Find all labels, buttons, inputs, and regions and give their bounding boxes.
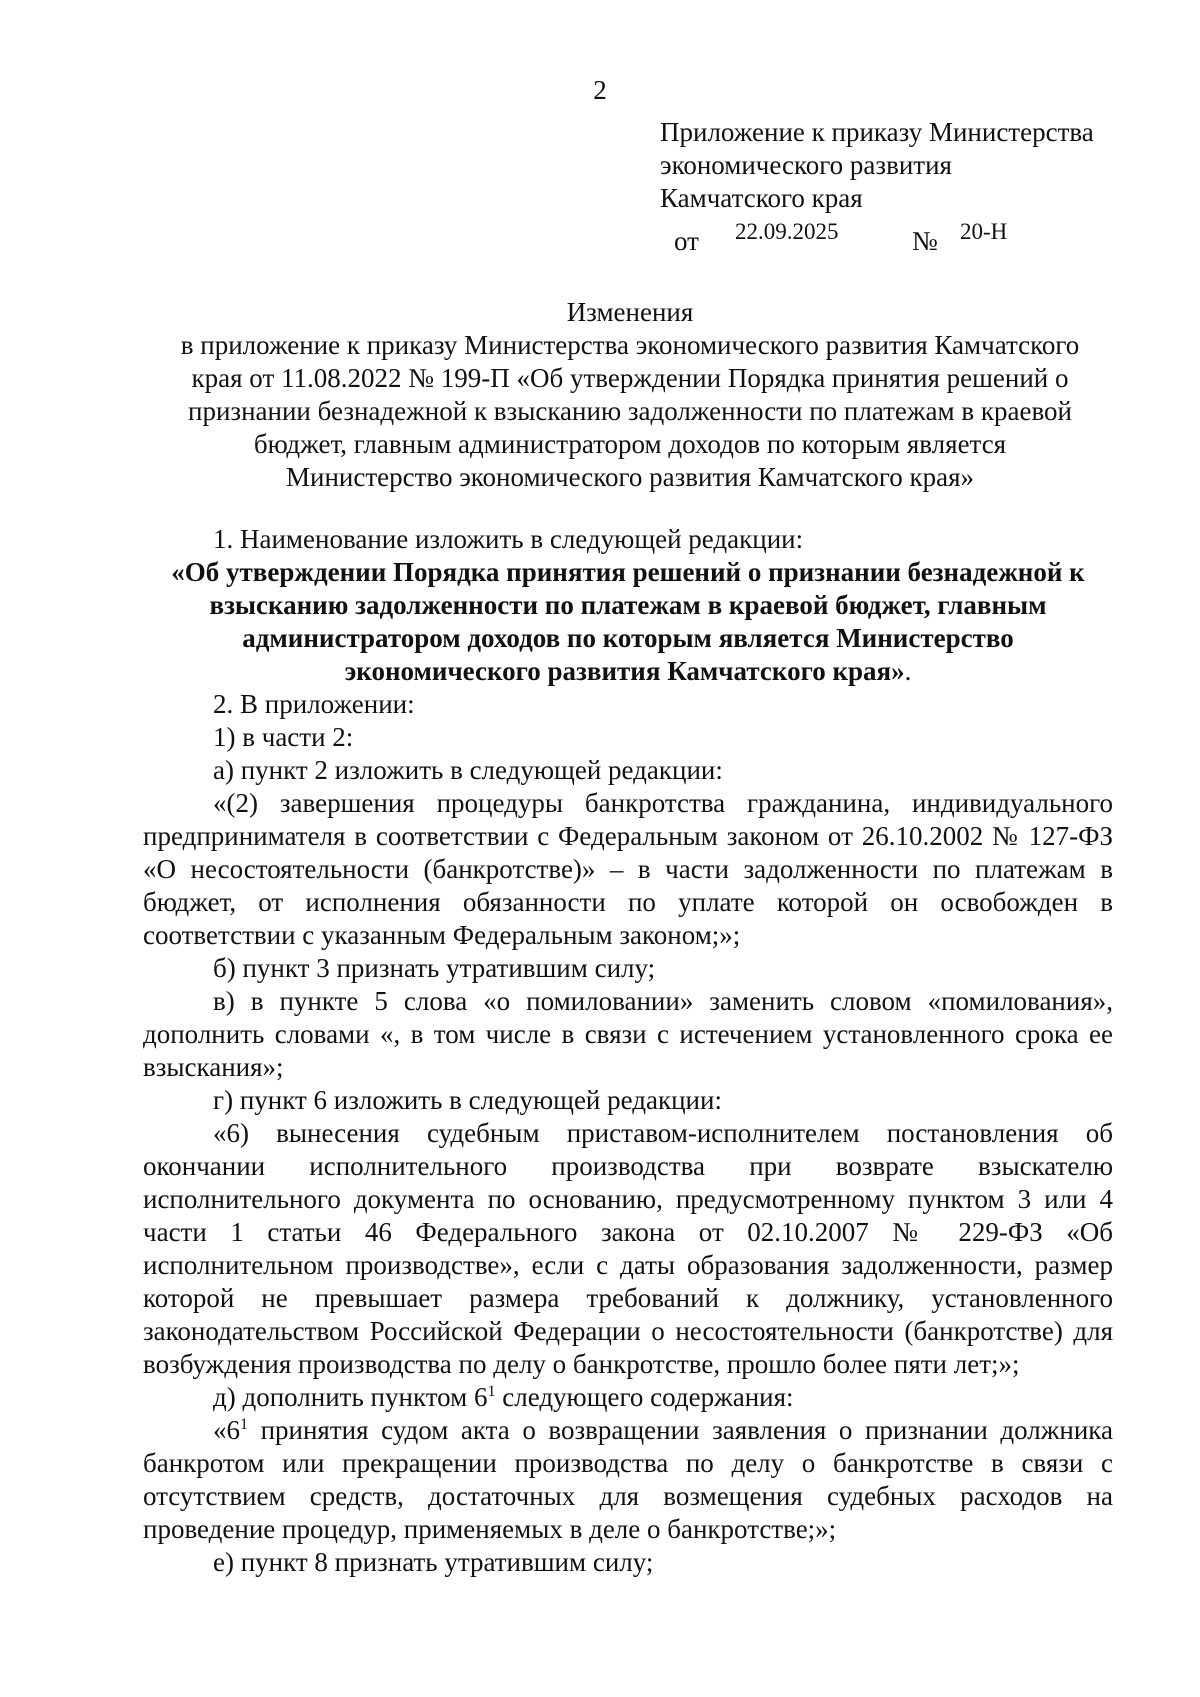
new-title-line: взысканию задолженности по платежам в краевой бюджет, главным — [209, 590, 1047, 620]
heading-title: Изменения — [566, 297, 694, 327]
from-label: от — [674, 226, 699, 256]
superscript: 1 — [487, 1383, 496, 1400]
superscript: 1 — [240, 1416, 248, 1433]
quote-point-2: «(2) завершения процедуры банкротства гражданина, индивидуального предпринимателя в соответствии с Федеральным законом от 26.10.2002 № 127-ФЗ «О несостоятельности (банкротстве)» – в части задолженности по платежам в бюджет, от исполнения обязанности по уплате которой он освобожден в соответствии с указанным Федеральным законом;»; — [143, 788, 1113, 950]
number-label: № — [912, 226, 938, 256]
order-date-number — [660, 215, 1160, 255]
appendix-header — [660, 116, 1160, 255]
new-title-text — [143, 556, 1113, 688]
order-number: 20-Н — [960, 219, 1008, 244]
new-title-line: администратором доходов по которым является Министерство — [242, 623, 1014, 653]
heading-line: в приложение к приказу Министерства экономического развития Камчатского — [180, 330, 1080, 360]
quote-point-6: «6) вынесения судебным приставом-исполнителем постановления об окончании исполнительного производства при возврате взыскателю исполнительного документа по основанию, предусмотренному пунктом 3 или 4 части 1 статьи 46 Федерального закона от 02.10.2007 № 229-ФЗ «Об исполнительном производстве», если с даты образования задолженности, размер которой не превышает размера требований к должнику, установленного законодательством Российской Федерации о несостоятельности (банкротстве) для возбуждения производства по делу о банкротстве, прошло более пяти лет;»; — [143, 1118, 1113, 1379]
sub-item-e: е) пункт 8 признать утратившим силу; — [213, 1547, 654, 1577]
appendix-line-3: Камчатского края — [660, 183, 863, 213]
new-title-line: экономического развития Камчатского края» — [344, 656, 905, 686]
quote-point-6-1 — [143, 1414, 1113, 1546]
sub-item-d-text: д) дополнить пунктом 6 — [213, 1382, 488, 1412]
document-body — [143, 523, 1113, 1579]
sub-item-g: г) пункт 6 изложить в следующей редакции: — [213, 1085, 722, 1115]
new-title-line: «Об утверждении Порядка принятия решений о признании безнадежной к — [171, 557, 1085, 587]
sub-item-a: а) пункт 2 изложить в следующей редакции: — [213, 755, 723, 785]
sub-item-d — [143, 1381, 1113, 1414]
page-number: 2 — [593, 75, 607, 105]
order-date: 22.09.2025 — [735, 219, 839, 244]
sub-item-v: в) в пункте 5 слова «о помиловании» заменить словом «помилования», дополнить словами «, в том числе в связи с истечением установленного срока ее взыскания»; — [143, 986, 1113, 1082]
quote-6-1-text: принятия судом акта о возвращении заявления о признании должника банкротом или прекращении производства по делу о банкротстве в связи с отсутствием средств, достаточных для возмещения судебных расходов на проведение процедур, применяемых в деле о банкротстве;»; — [143, 1415, 1113, 1544]
sub-item-b: б) пункт 3 признать утратившим силу; — [213, 953, 656, 983]
sub-item-d-text-end: следующего содержания: — [495, 1382, 794, 1412]
appendix-line-2: экономического развития — [660, 150, 952, 180]
heading-line: края от 11.08.2022 № 199-П «Об утверждении Порядка принятия решений о — [191, 363, 1069, 393]
item-2: 2. В приложении: — [213, 689, 415, 719]
quote-6-1-start: «6 — [213, 1415, 240, 1445]
document-heading — [140, 296, 1120, 494]
item-1: 1. Наименование изложить в следующей редакции: — [213, 524, 804, 554]
heading-line: бюджет, главным администратором доходов по которым является — [253, 429, 1007, 459]
appendix-line-1: Приложение к приказу Министерства — [660, 117, 1094, 147]
heading-line: Министерство экономического развития Камчатского края» — [285, 462, 975, 492]
new-title-tail: . — [904, 656, 912, 686]
sub-item-1: 1) в части 2: — [213, 722, 354, 752]
heading-line: признании безнадежной к взысканию задолженности по платежам в краевой — [188, 396, 1072, 426]
